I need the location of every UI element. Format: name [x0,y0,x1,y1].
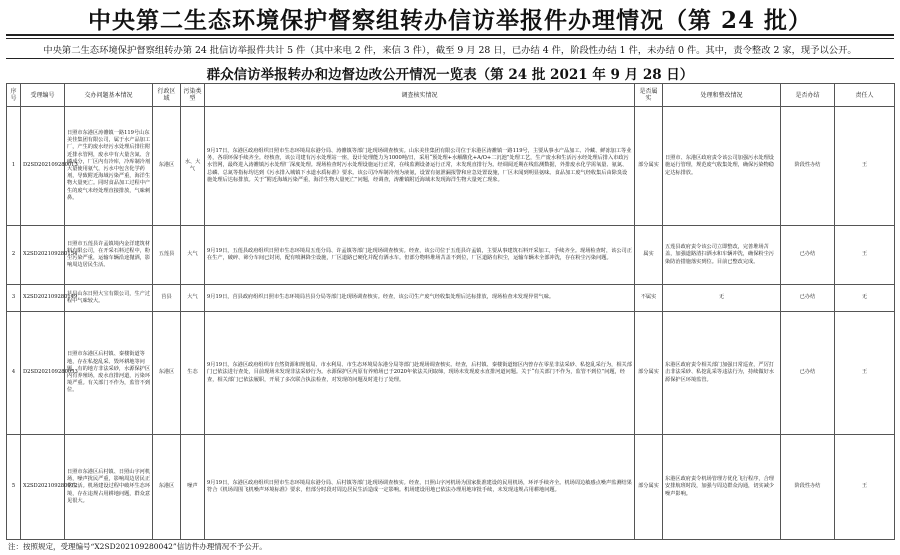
cell-action: 东港区政府责令机场管理方优化飞行程序，合理安排航班时段，加强与周边群众沟通，切实减少噪声影响。 [663,435,781,540]
cell-status: 阶段性办结 [781,435,835,540]
cell-status: 已办结 [781,312,835,435]
header-cell: 序号 [7,84,21,107]
cell-pollution: 大气 [181,226,205,285]
cell-id: X2SD202109280149 [21,285,65,312]
table-row [7,312,895,435]
cell-verified: 部分属实 [635,312,663,435]
cell-finding: 9月19日，莒县政府组织日照市生态环境局莒县分局等部门赴现场调查核实。经查，该公司生产废气经收集处理后达标排放，现场检查未发现异常气味。 [205,285,635,312]
cell-verified: 属实 [635,226,663,285]
cell-issue: 日照市东港区后村镇、日照山字河机场，噪声扰民严重，影响周边居民正常生活。机场建设过程中破坏生态环境，存在违规占用耕地问题，群众意见很大。 [65,435,153,540]
header-cell: 交办问题基本情况 [65,84,153,107]
cell-no: 3 [7,285,21,312]
cell-pollution: 噪声 [181,435,205,540]
cell-id: X2SD202109280154 [21,226,65,285]
cell-verified: 部分属实 [635,107,663,226]
cell-region: 东港区 [153,312,181,435]
cell-issue: 日照市五莲县许孟镇境内金洋建筑材料有限公司，在开采石料过程中，粉尘污染严重，运输车辆沿途抛洒，影响周边居民生活。 [65,226,153,285]
cell-issue: 日照市东港区后村镇、秦楼街道等地，存在私挖乱采、毁坏耕地等问题，有的地方非法采砂，水源保护区内有养殖场，废水直排河道，污染环境严重。有关部门不作为，监管不到位。 [65,312,153,435]
header-cell: 行政区域 [153,84,181,107]
cell-pollution: 生态 [181,312,205,435]
table-row [7,435,895,540]
header-cell: 受理编号 [21,84,65,107]
cell-pollution: 水、大气 [181,107,205,226]
cell-id: D2SD202109280013 [21,107,65,226]
cell-region: 东港区 [153,107,181,226]
cell-pollution: 大气 [181,285,205,312]
cell-finding: 9月19日，东港区政府组织市自然资源和规划局、市水利局、市生态环境局东港分局等部门赴现场调查核实。经查，后村镇、秦楼街道辖区内曾存在零星非法采砂、私挖乱采行为，相关部门已依法进行查处，目前现场未发现非法采砂行为。水源保护区内原有养殖场已于2020年依法关闭取缔，现场未发现废水直排河道问题。关于“有关部门不作为，监管不到位”问题，经查，相关部门已依法履职，开展了多次联合执法检查，对发现的问题及时进行了处理。 [205,312,635,435]
table-title: 群众信访举报转办和边督边改公开情况一览表（第 24 批 2021 年 9 月 28 日） [206,67,694,83]
header-cell: 责任人 [835,84,895,107]
cell-responsible: 王 [835,312,895,435]
cell-action: 日照市、东港区政府责令该公司加强污水处理设施运行管理，规范废气收集处理，确保污染物稳定达标排放。 [663,107,781,226]
cell-verified: 不属实 [635,285,663,312]
title-divider-thin [6,38,894,39]
table-header-row [7,84,895,107]
cell-no: 5 [7,435,21,540]
cell-finding: 9月19日，东港区政府组织日照市生态环境局东港分局、后村镇等部门赴现场调查核实。经查，日照山字河机场为国家批准建设的民用机场，环评手续齐全。机场周边敏感点噪声监测结果符合《机场周围飞机噪声环境标准》要求，但部分时段对周边居民生活造成一定影响。机场建设用地已依法办理用地审批手续，未发现违规占用耕地问题。 [205,435,635,540]
cell-responsible: 王 [835,107,895,226]
table-row [7,285,895,312]
table-row [7,107,895,226]
cell-region: 东港区 [153,435,181,540]
cell-finding: 9月19日，五莲县政府组织日照市生态环境局五莲分局、许孟镇等部门赴现场调查核实。经查，该公司位于五莲县许孟镇，主要从事建筑石料开采加工，手续齐全。现场检查时，该公司正在生产，破碎、筛分车间已封闭，配有喷淋降尘设施，厂区道路已硬化并配有洒水车。但部分物料堆场苫盖不到位，厂区道路有积尘，运输车辆未全部冲洗，存在粉尘污染问题。 [205,226,635,285]
cell-no: 4 [7,312,21,435]
cell-responsible: 王 [835,435,895,540]
cell-status: 阶段性办结 [781,107,835,226]
cell-action: 五莲县政府责令该公司立即整改，完善堆场苫盖，加强道路清扫洒水和车辆冲洗，确保粉尘污染防治措施落实到位。目前已整改完成。 [663,226,781,285]
header-cell: 污染类型 [181,84,205,107]
cases-table [6,83,895,540]
cell-id: X2SD202109280012 [21,435,65,540]
cell-region: 莒县 [153,285,181,312]
summary-divider [6,58,894,59]
cell-issue: 日照市东港区涛雒镇一路119号山东美佳集团有限公司，属于水产品加工厂，产生的废水经污水处理后排往附近排水管网，废水中有大量含氮、含磷成分，厂区内有冷库，冷库制冷剂大量使用氨气，污水中包含化学药剂，导致附近海域污染严重，海洋生物大量死亡。同时食品加工过程中产生的废气未经处理直接排放，气味刺鼻。 [65,107,153,226]
cell-verified: 部分属实 [635,435,663,540]
cell-responsible: 王 [835,226,895,285]
cell-responsible: 无 [835,285,895,312]
cell-no: 2 [7,226,21,285]
cell-status: 已办结 [781,285,835,312]
cell-no: 1 [7,107,21,226]
cell-action: 无 [663,285,781,312]
title-divider [6,34,894,36]
summary-text: 中央第二生态环境保护督察组转办第 24 批信访举报件共计 5 件（其中来电 2 件，来信 3 件），截至 9 月 28 日，已办结 4 件，阶段性办结 1 件，未办结 0 件。其中，责令整改 2 家，现予以公开。 [43,45,857,56]
cell-status: 已办结 [781,226,835,285]
footnote: 注：按照规定，受理编号“X2SD202109280042”信访件办理情况不予公开。 [8,542,267,551]
cell-issue: 莒县山东日照大宝有限公司，生产过程中气味较大。 [65,285,153,312]
page-title: 中央第二生态环境保护督察组转办信访举报件办理情况（第 24 批） [87,7,813,34]
cell-action: 东港区政府责令相关部门加强日常巡查，严厉打击非法采砂、私挖乱采等违法行为，持续做好水源保护区环境监管。 [663,312,781,435]
cell-region: 五莲县 [153,226,181,285]
cell-finding: 9月17日，东港区政府组织日照市生态环境局东港分局、涛雒镇等部门赴现场调查核实。山东美佳集团有限公司位于东港区涛雒镇一路119号，主要从事水产品加工、冷藏、鲜冻加工等业务，各项环保手续齐全。经核查，该公司建有污水处理站一座，设计处理能力为1000吨/日，采用“预处理+水解酸化+A/O+二沉池”处理工艺，生产废水和生活污水经处理后排入市政污水管网，最终进入涛雒镇污水处理厂深度处理。现场检查时污水处理设施运行正常，在线监测设备运行正常，未发现直排行为。经调阅近期在线监测数据，外排废水化学需氧量、氨氮、总磷、总氮等指标均达到《污水排入城镇下水道水质标准》要求。该公司冷库制冷剂为液氨，设置有氨泄漏报警和应急处置设施，厂区未闻到明显氨味。食品加工废气经收集后由除臭设施处理后达标排放。关于“附近海域污染严重，海洋生物大量死亡”问题，经调查，涛雒镇附近海域未发现海洋生物大量死亡现象。 [205,107,635,226]
header-cell: 是否办结 [781,84,835,107]
header-cell: 调查核实情况 [205,84,635,107]
header-cell: 处理和整改情况 [663,84,781,107]
table-row [7,226,895,285]
header-cell: 是否属实 [635,84,663,107]
cell-id: D2SD202109280053 [21,312,65,435]
